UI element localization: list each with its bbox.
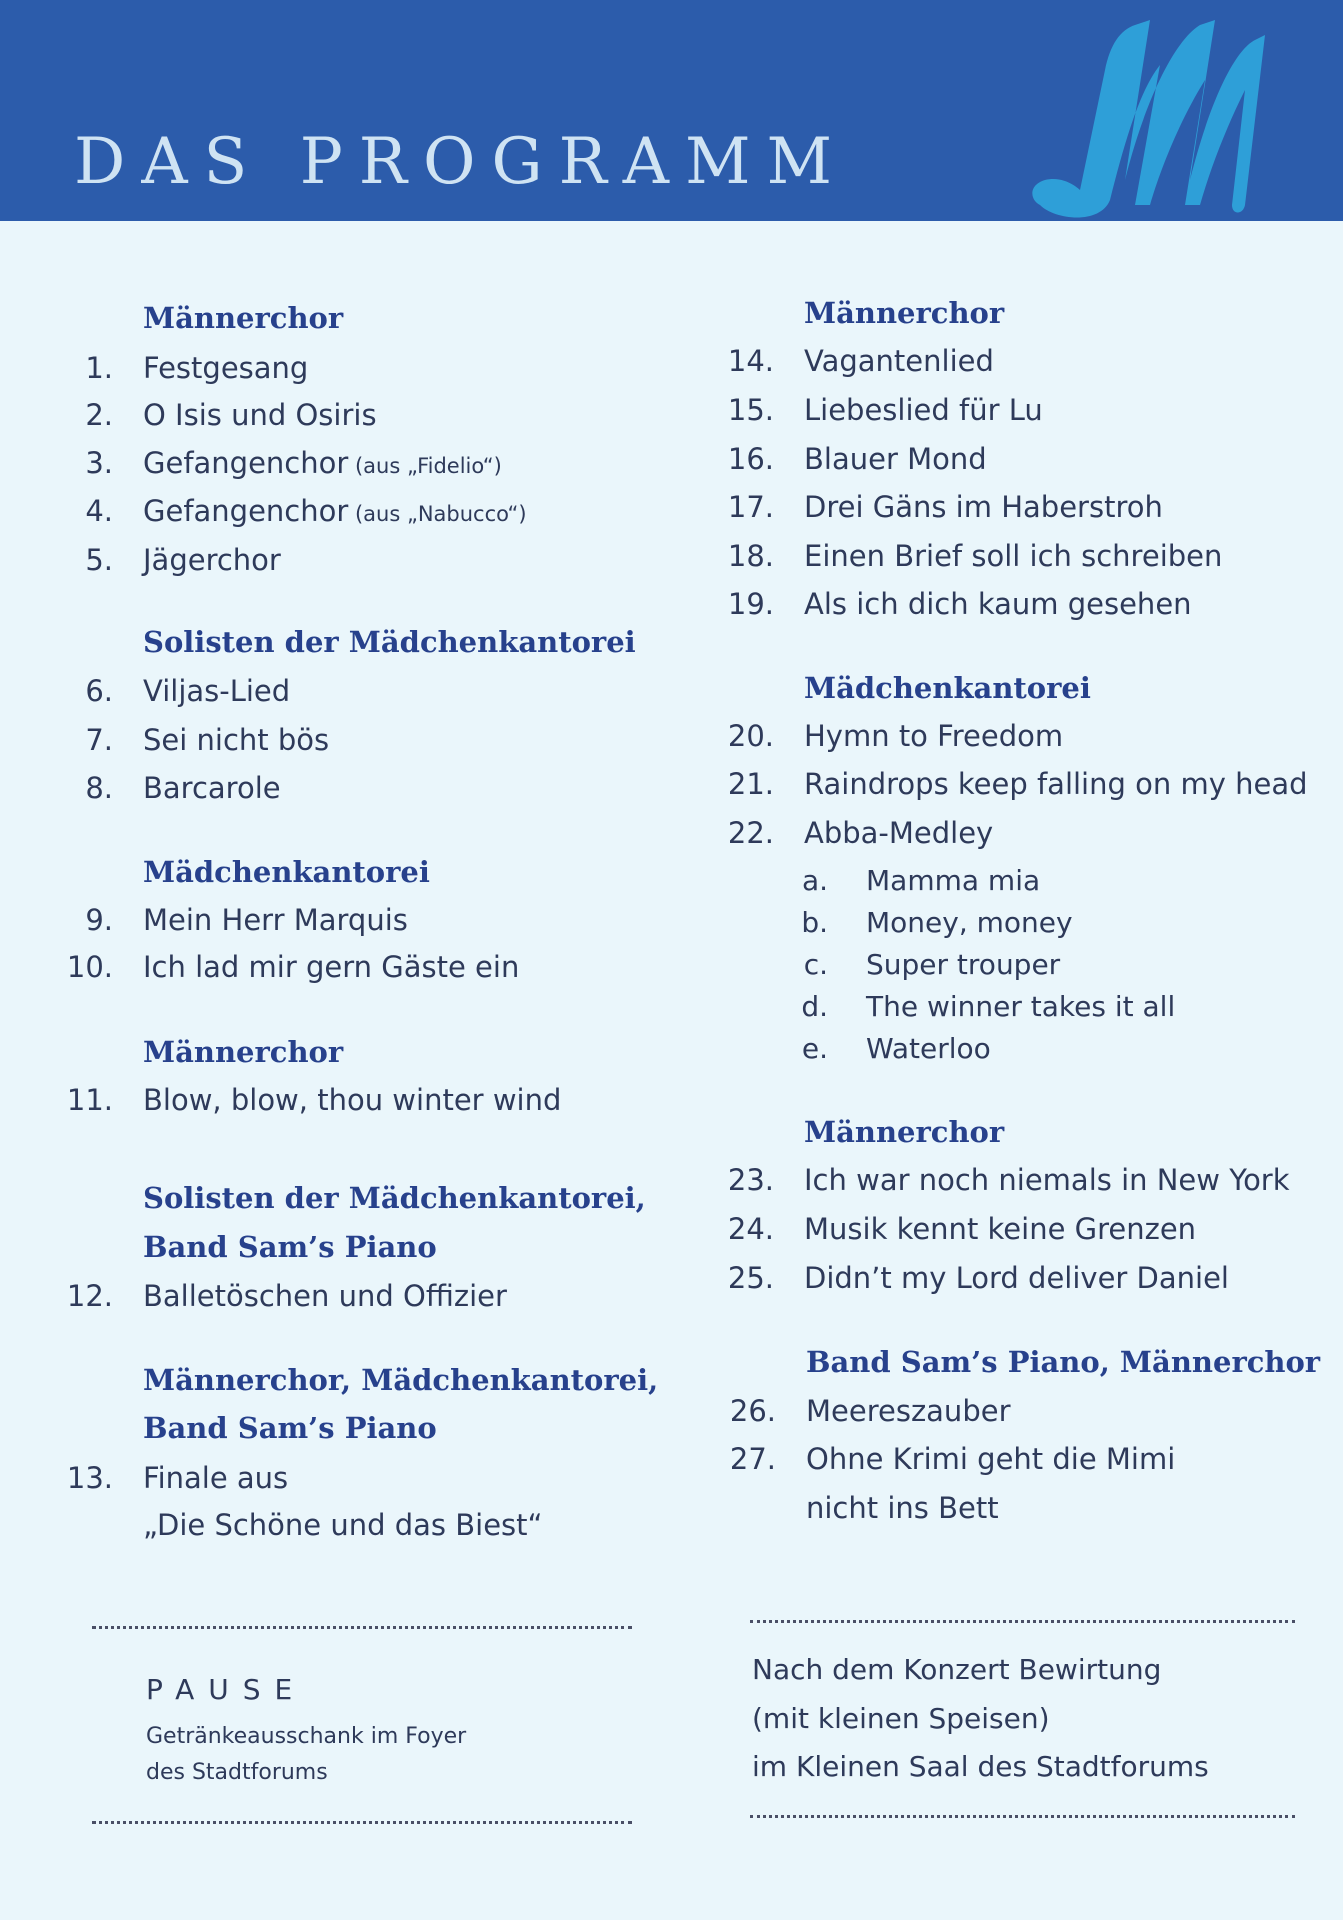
list-item: 22. Abba-Medley: [727, 816, 994, 850]
section-heading: Solisten der Mädchenkantorei: [143, 625, 636, 659]
list-item: 1. Festgesang: [85, 351, 309, 385]
section-heading: Männerchor: [143, 301, 344, 335]
section-heading: Männerchor: [804, 296, 1005, 330]
section-heading: Mädchenkantorei: [804, 671, 1091, 705]
list-item: 18. Einen Brief soll ich schreiben: [727, 539, 1223, 573]
list-item: 24. Musik kennt keine Grenzen: [727, 1212, 1197, 1246]
list-item: 13. Finale aus: [66, 1461, 289, 1495]
list-item: 3. Gefangenchor (aus „Fidelio“): [85, 446, 502, 480]
list-item: 14. Vagantenlied: [727, 344, 994, 378]
section-heading: Solisten der Mädchenkantorei,: [143, 1181, 646, 1215]
list-item: 15. Liebeslied für Lu: [727, 393, 1043, 427]
pause-info-line: Getränkeausschank im Foyer: [146, 1724, 467, 1749]
sub-list-item: a. Mamma mia: [801, 864, 1041, 897]
divider: [750, 1620, 1295, 1623]
list-item: 19. Als ich dich kaum gesehen: [727, 587, 1192, 621]
list-item: 11. Blow, blow, thou winter wind: [66, 1083, 562, 1117]
logo-glyph: [1032, 20, 1265, 218]
list-item-continuation: nicht ins Bett: [806, 1491, 999, 1525]
list-item-continuation: „Die Schöne und das Biest“: [143, 1508, 543, 1542]
list-item: 12. Balletöschen und Offizier: [66, 1279, 507, 1313]
sub-list-item: e. Waterloo: [801, 1032, 991, 1065]
divider: [92, 1821, 632, 1824]
list-item: 25. Didn’t my Lord deliver Daniel: [727, 1261, 1229, 1295]
sub-list-item: c. Super trouper: [803, 948, 1061, 981]
list-item: 9. Mein Herr Marquis: [85, 903, 408, 937]
section-heading: Männerchor, Mädchenkantorei,: [143, 1363, 659, 1397]
list-item: 23. Ich war noch niemals in New York: [727, 1163, 1290, 1197]
section-heading: Band Sam’s Piano: [143, 1411, 437, 1445]
divider: [92, 1626, 632, 1629]
note-line: (mit kleinen Speisen): [752, 1702, 1050, 1735]
section-heading: Band Sam’s Piano, Männerchor: [806, 1345, 1321, 1379]
note-line: Nach dem Konzert Bewirtung: [752, 1653, 1162, 1686]
pause-info-line: des Stadtforums: [146, 1760, 328, 1785]
sub-list-item: b. Money, money: [801, 906, 1073, 939]
list-item: 8. Barcarole: [85, 771, 281, 805]
list-item: 16. Blauer Mond: [727, 442, 987, 476]
page-title: DAS PROGRAMM: [74, 125, 849, 199]
section-heading: Band Sam’s Piano: [143, 1230, 437, 1264]
list-item: 17. Drei Gäns im Haberstroh: [727, 490, 1163, 524]
section-heading: Männerchor: [804, 1115, 1005, 1149]
list-item: 6. Viljas-Lied: [85, 674, 291, 708]
pause-title: PAUSE: [146, 1673, 307, 1706]
list-item: 21. Raindrops keep falling on my head: [727, 767, 1308, 801]
sub-list-item: d. The winner takes it all: [801, 990, 1176, 1023]
note-line: im Kleinen Saal des Stadtforums: [752, 1750, 1209, 1783]
list-item: 10. Ich lad mir gern Gäste ein: [66, 950, 520, 984]
section-heading: Mädchenkantorei: [143, 855, 430, 889]
list-item: 5. Jägerchor: [85, 543, 281, 577]
section-heading: Männerchor: [143, 1035, 344, 1069]
list-item: 4. Gefangenchor (aus „Nabucco“): [85, 494, 527, 528]
music-note-m-logo: [1010, 0, 1270, 221]
divider: [750, 1815, 1295, 1818]
list-item: 26. Meereszauber: [729, 1394, 1011, 1428]
list-item: 27. Ohne Krimi geht die Mimi: [729, 1442, 1176, 1476]
list-item: 20. Hymn to Freedom: [727, 719, 1064, 753]
header-banner: [0, 0, 1343, 221]
list-item: 7. Sei nicht bös: [85, 723, 330, 757]
list-item: 2. O Isis und Osiris: [85, 398, 377, 432]
